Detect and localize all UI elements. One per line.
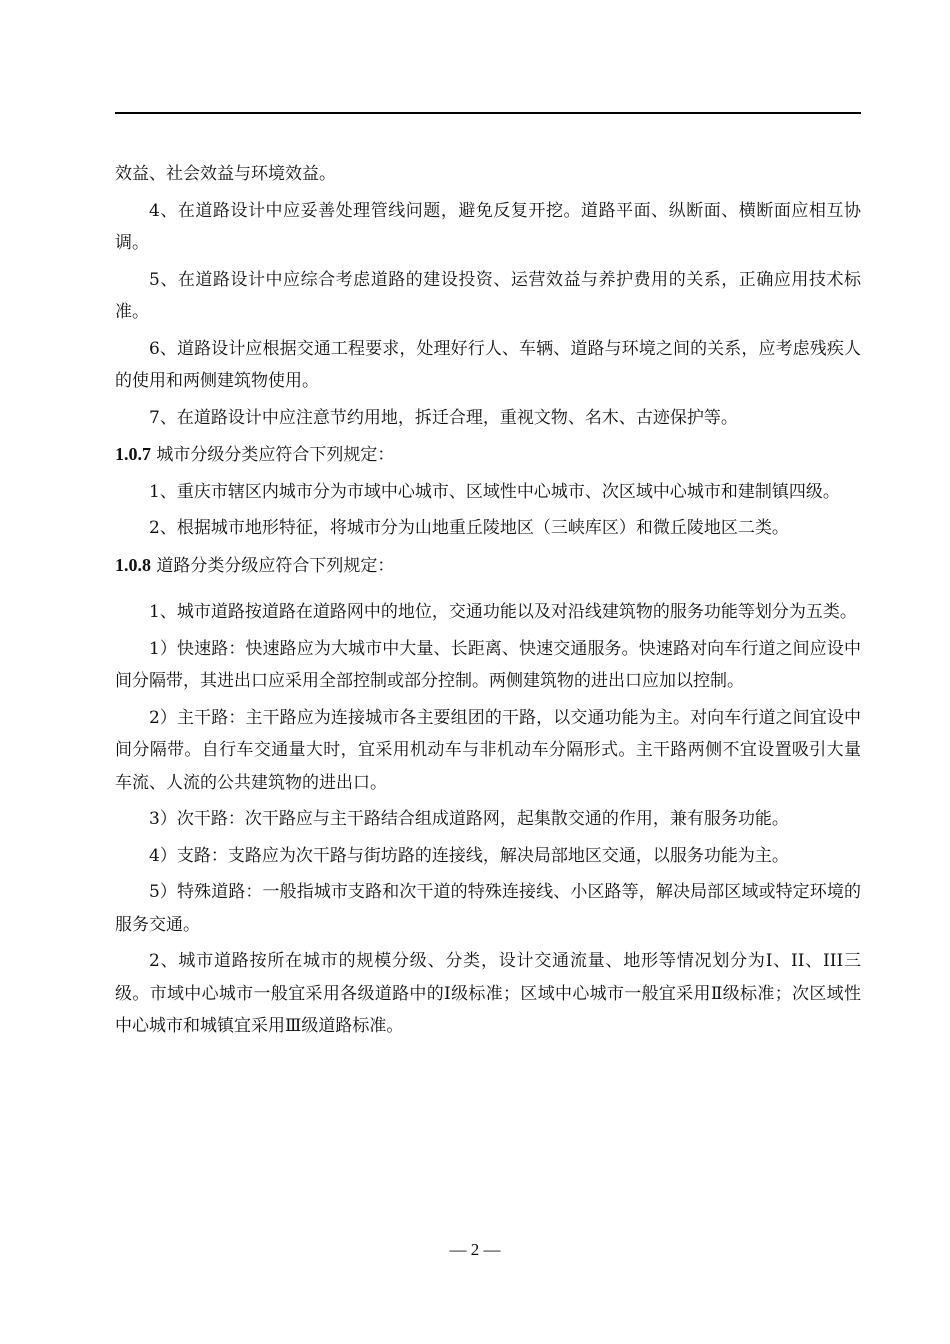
paragraph: 2、根据城市地形特征，将城市分为山地重丘陵地区（三峡库区）和微丘陵地区二类。 [149,518,789,538]
paragraph: 1）快速路：快速路应为大城市中大量、长距离、快速交通服务。快速路对向车行道之间应设中间分隔带，其进出口应采用全部控制或部分控制。两侧建筑物的进出口应加以控制。 [115,638,861,691]
paragraph: 3）次干路：次干路应与主干路结合组成道路网，起集散交通的作用，兼有服务功能。 [149,809,789,829]
paragraph: 1、重庆市辖区内城市分为市域中心城市、区域性中心城市、次区域中心城市和建制镇四级。 [149,481,840,502]
page-body [115,158,861,1047]
clause-number: 1.0.8 [115,554,151,575]
paragraph: 2、城市道路按所在城市的规模分级、分类，设计交通流量、地形等情况划分为I、II、III三级。市域中心城市一般宜采用各级道路中的Ⅰ级标准；区域中心城市一般宜采用Ⅱ级标准；次区域性中心城市和城镇宜采用Ⅲ级道路标准。 [115,951,861,1036]
paragraph: 2）主干路：主干路应为连接城市各主要组团的干路，以交通功能为主。对向车行道之间宜设中间分隔带。自行车交通量大时，宜采用机动车与非机动车分隔形式。主干路两侧不宜设置吸引大量车流、人流的公共建筑物的进出口。 [115,707,861,793]
page-number: — 2 — [449,1240,501,1259]
paragraph: 4）支路：支路应为次干路与街坊路的连接线，解决局部地区交通，以服务功能为主。 [149,845,789,866]
paragraph: 1、城市道路按道路在道路网中的地位，交通功能以及对沿线建筑物的服务功能等划分为五类。 [149,602,857,622]
paragraph: 5、在道路设计中应综合考虑道路的建设投资、运营效益与养护费用的关系，正确应用技术标准。 [115,269,861,322]
paragraph: 7、在道路设计中应注意节约用地，拆迁合理，重视文物、名木、古迹保护等。 [149,407,738,428]
clause-heading-107 [115,438,861,472]
paragraph: 效益、社会效益与环境效益。 [115,164,336,184]
clause-heading-108 [115,549,861,583]
paragraph: 4、在道路设计中应妥善处理管线问题，避免反复开挖。道路平面、纵断面、横断面应相互协调。 [115,200,861,253]
clause-number: 1.0.7 [115,444,151,464]
paragraph: 6、道路设计应根据交通工程要求，处理好行人、车辆、道路与环境之间的关系，应考虑残疾人的使用和两侧建筑物使用。 [115,338,861,391]
paragraph: 5）特殊道路：一般指城市支路和次干道的特殊连接线、小区路等，解决局部区域或特定环境的服务交通。 [115,882,861,935]
clause-title: 道路分类分级应符合下列规定： [156,555,395,576]
clause-title: 城市分级分类应符合下列规定： [156,445,395,465]
header-rule [115,112,861,114]
